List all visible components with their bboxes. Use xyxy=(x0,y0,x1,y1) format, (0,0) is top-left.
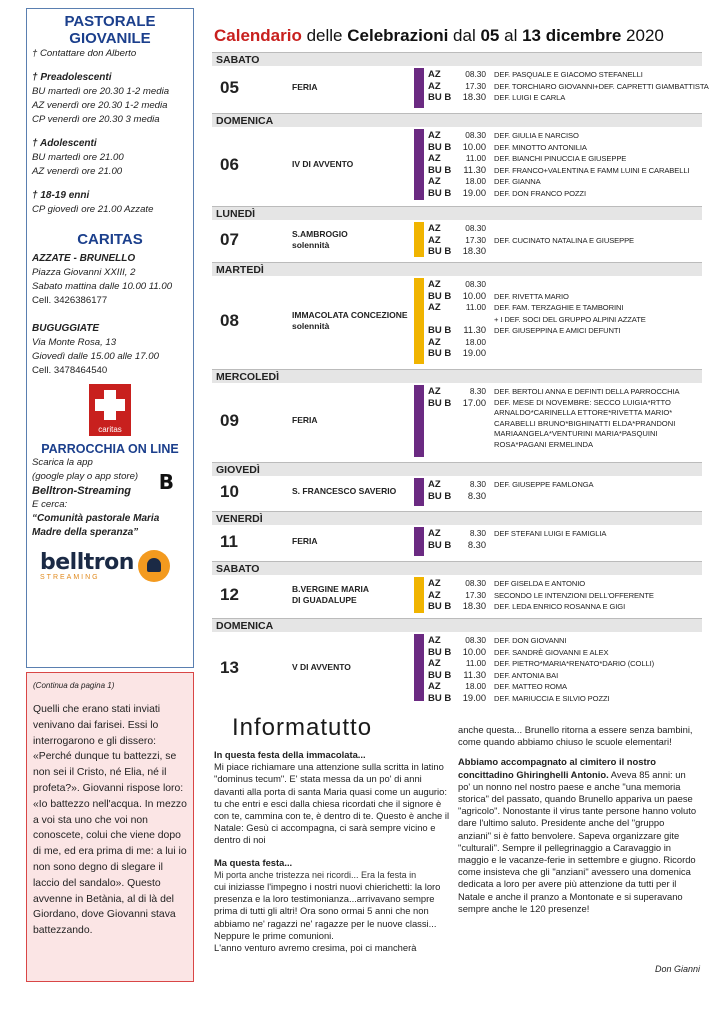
info-paragraph: anche questa... Brunello ritorna a essere senza bambini, come quando abbiamo chiuso le scuole elementari! xyxy=(458,724,693,748)
info-paragraph: Mi piace richiamare una attenzione sulla scritta in latino "dominus tecum". E' stata messa da un po' di anni davanti alla porta di santa Maria quasi come un augurio: tu che entri e esci dalla chiesa ricordati che il signore è con te, cammina con te, è dentro di te. Questo è anche il Natale: Gesù ci accompagna, ci sarà sempre vicino e dentro di noi xyxy=(214,761,450,846)
mass-intention: DEF. ANTONIA BAI xyxy=(494,670,559,680)
calendar-day xyxy=(212,561,702,615)
mass-intention: DEF. PIETRO*MARIA*RENATO*DARIO (COLLI) xyxy=(494,659,655,668)
mass-intention: DEF STEFANI LUIGI E FAMIGLIA xyxy=(494,529,607,538)
mass-location: AZ xyxy=(428,130,441,141)
mass-intention: DEF. BIANCHI PINUCCIA E GIUSEPPE xyxy=(494,154,627,163)
gospel-box xyxy=(26,672,194,982)
mass-intention: DEF. LEDA ENRICO ROSANNA E GIGI xyxy=(494,602,626,611)
mass-time: 19.00 xyxy=(462,187,486,198)
online-line: (google play o app store) xyxy=(32,471,139,482)
mass-intention: DEF. TORCHIARO GIOVANNI+DEF. CAPRETTI GIAMBATTISTA xyxy=(494,81,709,91)
mass-intention: DEF. DON GIOVANNI xyxy=(494,636,567,645)
mass-location: AZ xyxy=(428,658,441,669)
mass-location: AZ xyxy=(428,386,441,397)
ado-line: AZ venerdì ore 21.00 xyxy=(32,166,123,177)
calendar-day xyxy=(212,511,702,558)
mass-location: AZ xyxy=(428,176,441,187)
mass-location: BU B xyxy=(428,187,452,199)
info-paragraph: Abbiamo accompagnato al cimitero il nostro concittadino Ghiringhelli Antonio. Aveva 85 anni: un po' un nonno nel nostro paese e anche "una memoria storica" del passato, quando Brunello appariva un paese "agricolo". Nonostante il virus tante persone hanno voluto dare l'ultimo saluto. Presidente anche del "gruppo anziani" si è fatto benvolere. Sapeva organizzare gite "culturali". Sempre il pellegrinaggio a Caravaggio in maggio e le vacanze-ferie in settembre e giugno. Ricordo come insisteva che gli "anziani" avessero una domenica dedicata a loro per avere più attenzione da tutti per il Natale e anche il pranzo a Montonate e si superavano sempre anche le 120 presenze! xyxy=(458,756,697,914)
day-weekday: SABATO xyxy=(212,52,702,66)
liturgical-color-bar xyxy=(414,129,424,200)
calendar-day xyxy=(212,52,709,110)
day-number: 12 xyxy=(220,585,239,604)
day-number: 09 xyxy=(220,411,239,430)
day-feast: B.VERGINE MARIA DI GUADALUPE xyxy=(292,584,369,605)
mass-time: 11.30 xyxy=(463,164,486,175)
caritas-logo: caritas xyxy=(89,384,131,436)
liturgical-color-bar xyxy=(414,634,424,701)
mass-time: 17.30 xyxy=(465,589,486,600)
mass-time: 8.30 xyxy=(469,528,486,538)
info-column-right xyxy=(458,724,698,915)
belltron-b-icon: B xyxy=(158,470,174,494)
mass-time: 18.30 xyxy=(462,92,486,102)
mass-intention: DEF. RIVETTA MARIO xyxy=(494,291,569,301)
calendar-day xyxy=(212,462,702,508)
mass-location: BU B xyxy=(428,490,452,502)
mass-time: 10.00 xyxy=(462,141,486,152)
mass-intention: DEF. FAM. TERZAGHIE E TAMBORINI xyxy=(494,303,624,312)
azzate-line: Sabato mattina dalle 10.00 11.00 xyxy=(32,281,173,292)
mass-time: 10.00 xyxy=(462,290,486,301)
day-feast: FERIA xyxy=(292,415,318,425)
info-paragraph: L'anno venturo avremo cresima, poi ci mancherà xyxy=(214,942,417,954)
mass-location: BU B xyxy=(428,646,452,658)
mass-intention: DEF. PASQUALE E GIACOMO STEFANELLI xyxy=(494,70,643,79)
mass-location: BU B xyxy=(428,397,452,409)
ado-heading: † Adolescenti xyxy=(32,138,97,149)
preado-line: CP venerdì ore 20.30 3 media xyxy=(32,114,160,125)
bug-cell: Cell. 3478464540 xyxy=(32,365,108,376)
info-paragraph: cui iniziasse l'impegno i nostri nuovi chierichetti: la loro presenza e la loro testimonianza...arrivavano sempre prima di tutti gli altri! Ora sono ormai 5 anni che non abbiamo ne' ragazzi ne' ragazze per le nuove classi... Neppure le prime comunioni. xyxy=(214,881,441,941)
day-weekday: DOMENICA xyxy=(212,618,702,632)
day-weekday: SABATO xyxy=(212,561,702,575)
calendar-day xyxy=(212,206,702,259)
mass-location: AZ xyxy=(428,80,441,92)
mass-time: 10.00 xyxy=(462,646,486,657)
calendar-day xyxy=(212,262,702,366)
day-feast: S.AMBROGIO solennità xyxy=(292,228,348,250)
mass-time: 8.30 xyxy=(469,386,486,396)
mass-location: AZ xyxy=(428,223,441,234)
eta-heading: † 18-19 enni xyxy=(32,190,90,201)
search-value: “Comunità pastorale Maria Madre della speranza” xyxy=(32,513,160,538)
mass-time: 8.30 xyxy=(467,539,486,550)
pastorale-title: PASTORALE GIOVANILE xyxy=(64,13,156,47)
calendar-title: Calendario delle Celebrazioni dal 05 al 13 dicembre 2020 xyxy=(214,26,664,45)
bell-icon xyxy=(138,550,170,582)
day-number: 13 xyxy=(220,657,239,677)
calendar-day xyxy=(212,113,702,202)
info-heading: In questa festa della immacolata... xyxy=(214,749,366,760)
signature: Don Gianni xyxy=(654,964,700,974)
preado-line: AZ venerdì ore 20.30 1-2 media xyxy=(32,100,168,111)
mass-intention: DEF. DON FRANCO POZZI xyxy=(494,188,586,198)
day-weekday: VENERDÌ xyxy=(212,511,702,525)
azzate-cell: Cell. 3426386177 xyxy=(32,295,108,306)
day-weekday: MARTEDÌ xyxy=(212,262,702,276)
mass-location: BU B xyxy=(428,92,452,103)
mass-time: 08.30 xyxy=(465,578,486,588)
mass-time: 17.30 xyxy=(465,80,486,91)
day-number: 07 xyxy=(220,229,239,249)
mass-time: 17.30 xyxy=(465,234,486,245)
mass-intention: DEF. CUCINATO NATALINA E GIUSEPPE xyxy=(494,235,635,245)
mass-time: 18.00 xyxy=(465,681,486,691)
mass-intention: SECONDO LE INTENZIONI DELL'OFFERENTE xyxy=(494,590,654,600)
mass-intention: DEF. GIUSEPPE FAMLONGA xyxy=(494,480,594,489)
gospel-text: Quelli che erano stati inviati venivano dai farisei. Essi lo interrogarono e gli dissero: «Perché dunque tu battezzi, se non sei il Cristo, né Elia, né il profeta?». Giovanni rispose loro: «Io battezzo nell'acqua. In mezzo a voi sta uno che voi non conoscete, colui che viene dopo di me, ed era prima di me: a lui io non sono degno di slegare il laccio del sandalo». Questo avvenne in Betània, al di là del Giordano, dove Giovanni stava battezzando. xyxy=(33,704,187,937)
mass-time: 11.30 xyxy=(463,325,486,335)
day-number: 10 xyxy=(220,482,239,501)
mass-time: 08.30 xyxy=(465,279,486,289)
mass-location: BU B xyxy=(428,692,452,704)
mass-location: AZ xyxy=(428,589,441,601)
mass-location: BU B xyxy=(428,164,452,176)
mass-time: 17.00 xyxy=(462,397,486,408)
mass-intention: + I DEF. SOCI DEL GRUPPO ALPINI AZZATE xyxy=(494,314,646,324)
mass-time: 18.30 xyxy=(462,246,486,256)
day-feast: S. FRANCESCO SAVERIO xyxy=(292,486,397,496)
liturgical-color-bar xyxy=(414,222,424,257)
preado-line: BU martedì ore 20.30 1-2 media xyxy=(32,86,170,97)
mass-time: 18.30 xyxy=(462,601,486,611)
mass-intention: DEF GISELDA E ANTONIO xyxy=(494,579,586,588)
mass-intention: DEF. MESE DI NOVEMBRE: SECCO LUIGIA*RTTO ARNALDO*CARINELLA ETTORE*RIVETTA MARIO* CARABELLI BRUNO*BIGHINATTI ELDA*PRANDONI MARIAANGELA*VENTURINI MARIA*PASQUINI ROSA*PAGANI ERMELINDA xyxy=(494,397,676,449)
mass-intention: DEF. GIULIA E NARCISO xyxy=(494,131,579,140)
informatutto-title: Informatutto xyxy=(232,714,373,741)
mass-location: BU B xyxy=(428,539,452,551)
day-number: 05 xyxy=(220,78,239,97)
pastorale-box xyxy=(26,8,194,668)
mass-location: AZ xyxy=(428,479,441,490)
mass-time: 11.00 xyxy=(465,302,486,312)
mass-location: AZ xyxy=(428,234,441,246)
day-number: 11 xyxy=(220,531,238,551)
liturgical-color-bar xyxy=(414,385,424,457)
mass-location: AZ xyxy=(428,528,441,539)
day-number: 06 xyxy=(220,154,239,174)
bug-line: Via Monte Rosa, 13 xyxy=(32,337,117,348)
preado-heading: † Preadolescenti xyxy=(32,72,112,83)
mass-location: AZ xyxy=(428,302,441,313)
azzate-heading: AZZATE - BRUNELLO xyxy=(32,253,136,264)
mass-intention: DEF. GIUSEPPINA E AMICI DEFUNTI xyxy=(494,326,621,335)
mass-intention: DEF. LUIGI E CARLA xyxy=(494,93,566,102)
mass-intention: DEF. SANDRÈ GIOVANNI E ALEX xyxy=(494,647,609,657)
calendar-day xyxy=(212,369,702,459)
online-line: Scarica la app xyxy=(32,457,93,468)
mass-location: AZ xyxy=(428,336,441,348)
belltron-logo[interactable]: belltron STREAMING xyxy=(32,550,188,582)
search-label: E cerca: xyxy=(32,499,68,510)
mass-time: 19.00 xyxy=(462,692,486,703)
mass-time: 18.00 xyxy=(465,336,486,347)
info-paragraph: Mi porta anche tristezza nei ricordi... Era la festa in xyxy=(214,869,417,880)
mass-time: 11.00 xyxy=(465,658,486,668)
mass-intention: DEF. MINOTTO ANTONILIA xyxy=(494,142,587,152)
mass-location: BU B xyxy=(428,290,452,302)
mass-location: AZ xyxy=(428,279,441,290)
mass-location: AZ xyxy=(428,578,441,589)
mass-location: BU B xyxy=(428,141,452,153)
mass-time: 8.30 xyxy=(467,490,486,501)
contact-line: † Contattare don Alberto xyxy=(32,48,137,59)
bug-heading: BUGUGGIATE xyxy=(32,323,100,334)
mass-time: 18.00 xyxy=(465,176,486,186)
mass-location: BU B xyxy=(428,601,452,612)
day-weekday: DOMENICA xyxy=(212,113,702,127)
day-number: 08 xyxy=(220,311,239,330)
ado-line: BU martedì ore 21.00 xyxy=(32,152,124,163)
continued-note: (Continua da pagina 1) xyxy=(33,681,115,690)
mass-time: 08.30 xyxy=(465,223,486,233)
mass-time: 19.00 xyxy=(462,348,486,358)
caritas-title: CARITAS xyxy=(77,231,143,248)
mass-time: 11.00 xyxy=(465,153,486,163)
mass-intention: DEF. MATTEO ROMA xyxy=(494,682,567,691)
info-column-left xyxy=(214,749,450,954)
day-feast: FERIA xyxy=(292,535,318,546)
liturgical-color-bar xyxy=(414,527,424,556)
mass-location: BU B xyxy=(428,246,452,257)
bug-line: Giovedì dalle 15.00 alle 17.00 xyxy=(32,351,159,362)
day-feast: V DI AVVENTO xyxy=(292,661,351,672)
mass-time: 08.30 xyxy=(465,69,486,79)
day-feast: FERIA xyxy=(292,82,318,92)
day-weekday: GIOVEDÌ xyxy=(212,462,702,476)
day-feast: IV DI AVVENTO xyxy=(292,158,354,169)
day-feast: IMMACOLATA CONCEZIONE solennità xyxy=(292,310,408,331)
day-weekday: LUNEDÌ xyxy=(212,206,702,220)
eta-line: CP giovedì ore 21.00 Azzate xyxy=(32,204,154,215)
liturgical-color-bar xyxy=(414,478,424,506)
mass-intention: DEF. MARIUCCIA E SILVIO POZZI xyxy=(494,693,610,703)
calendar-day xyxy=(212,618,702,703)
mass-location: AZ xyxy=(428,681,441,692)
info-heading: Ma questa festa... xyxy=(214,856,293,868)
azzate-line: Piazza Giovanni XXIII, 2 xyxy=(32,267,136,278)
mass-location: AZ xyxy=(428,69,441,80)
mass-time: 08.30 xyxy=(465,130,486,140)
app-name[interactable]: Belltron-Streaming xyxy=(32,485,132,497)
liturgical-color-bar xyxy=(414,577,424,613)
liturgical-color-bar xyxy=(414,278,424,364)
liturgical-color-bar xyxy=(414,68,424,108)
online-title: PARROCCHIA ON LINE xyxy=(41,442,179,456)
mass-time: 11.30 xyxy=(463,669,486,680)
mass-time: 08.30 xyxy=(465,635,486,645)
mass-location: AZ xyxy=(428,153,441,164)
day-weekday: MERCOLEDÌ xyxy=(212,369,702,383)
mass-location: BU B xyxy=(428,669,452,681)
mass-location: BU B xyxy=(428,348,452,359)
mass-intention: DEF. FRANCO+VALENTINA E FAMM LUINI E CARABELLI xyxy=(494,165,690,175)
mass-location: BU B xyxy=(428,325,452,336)
mass-location: AZ xyxy=(428,635,441,646)
mass-intention: DEF. GIANNA xyxy=(494,177,541,186)
mass-time: 8.30 xyxy=(469,479,486,489)
mass-intention: DEF. BERTOLI ANNA E DEFINTI DELLA PARROCCHIA xyxy=(494,387,680,396)
